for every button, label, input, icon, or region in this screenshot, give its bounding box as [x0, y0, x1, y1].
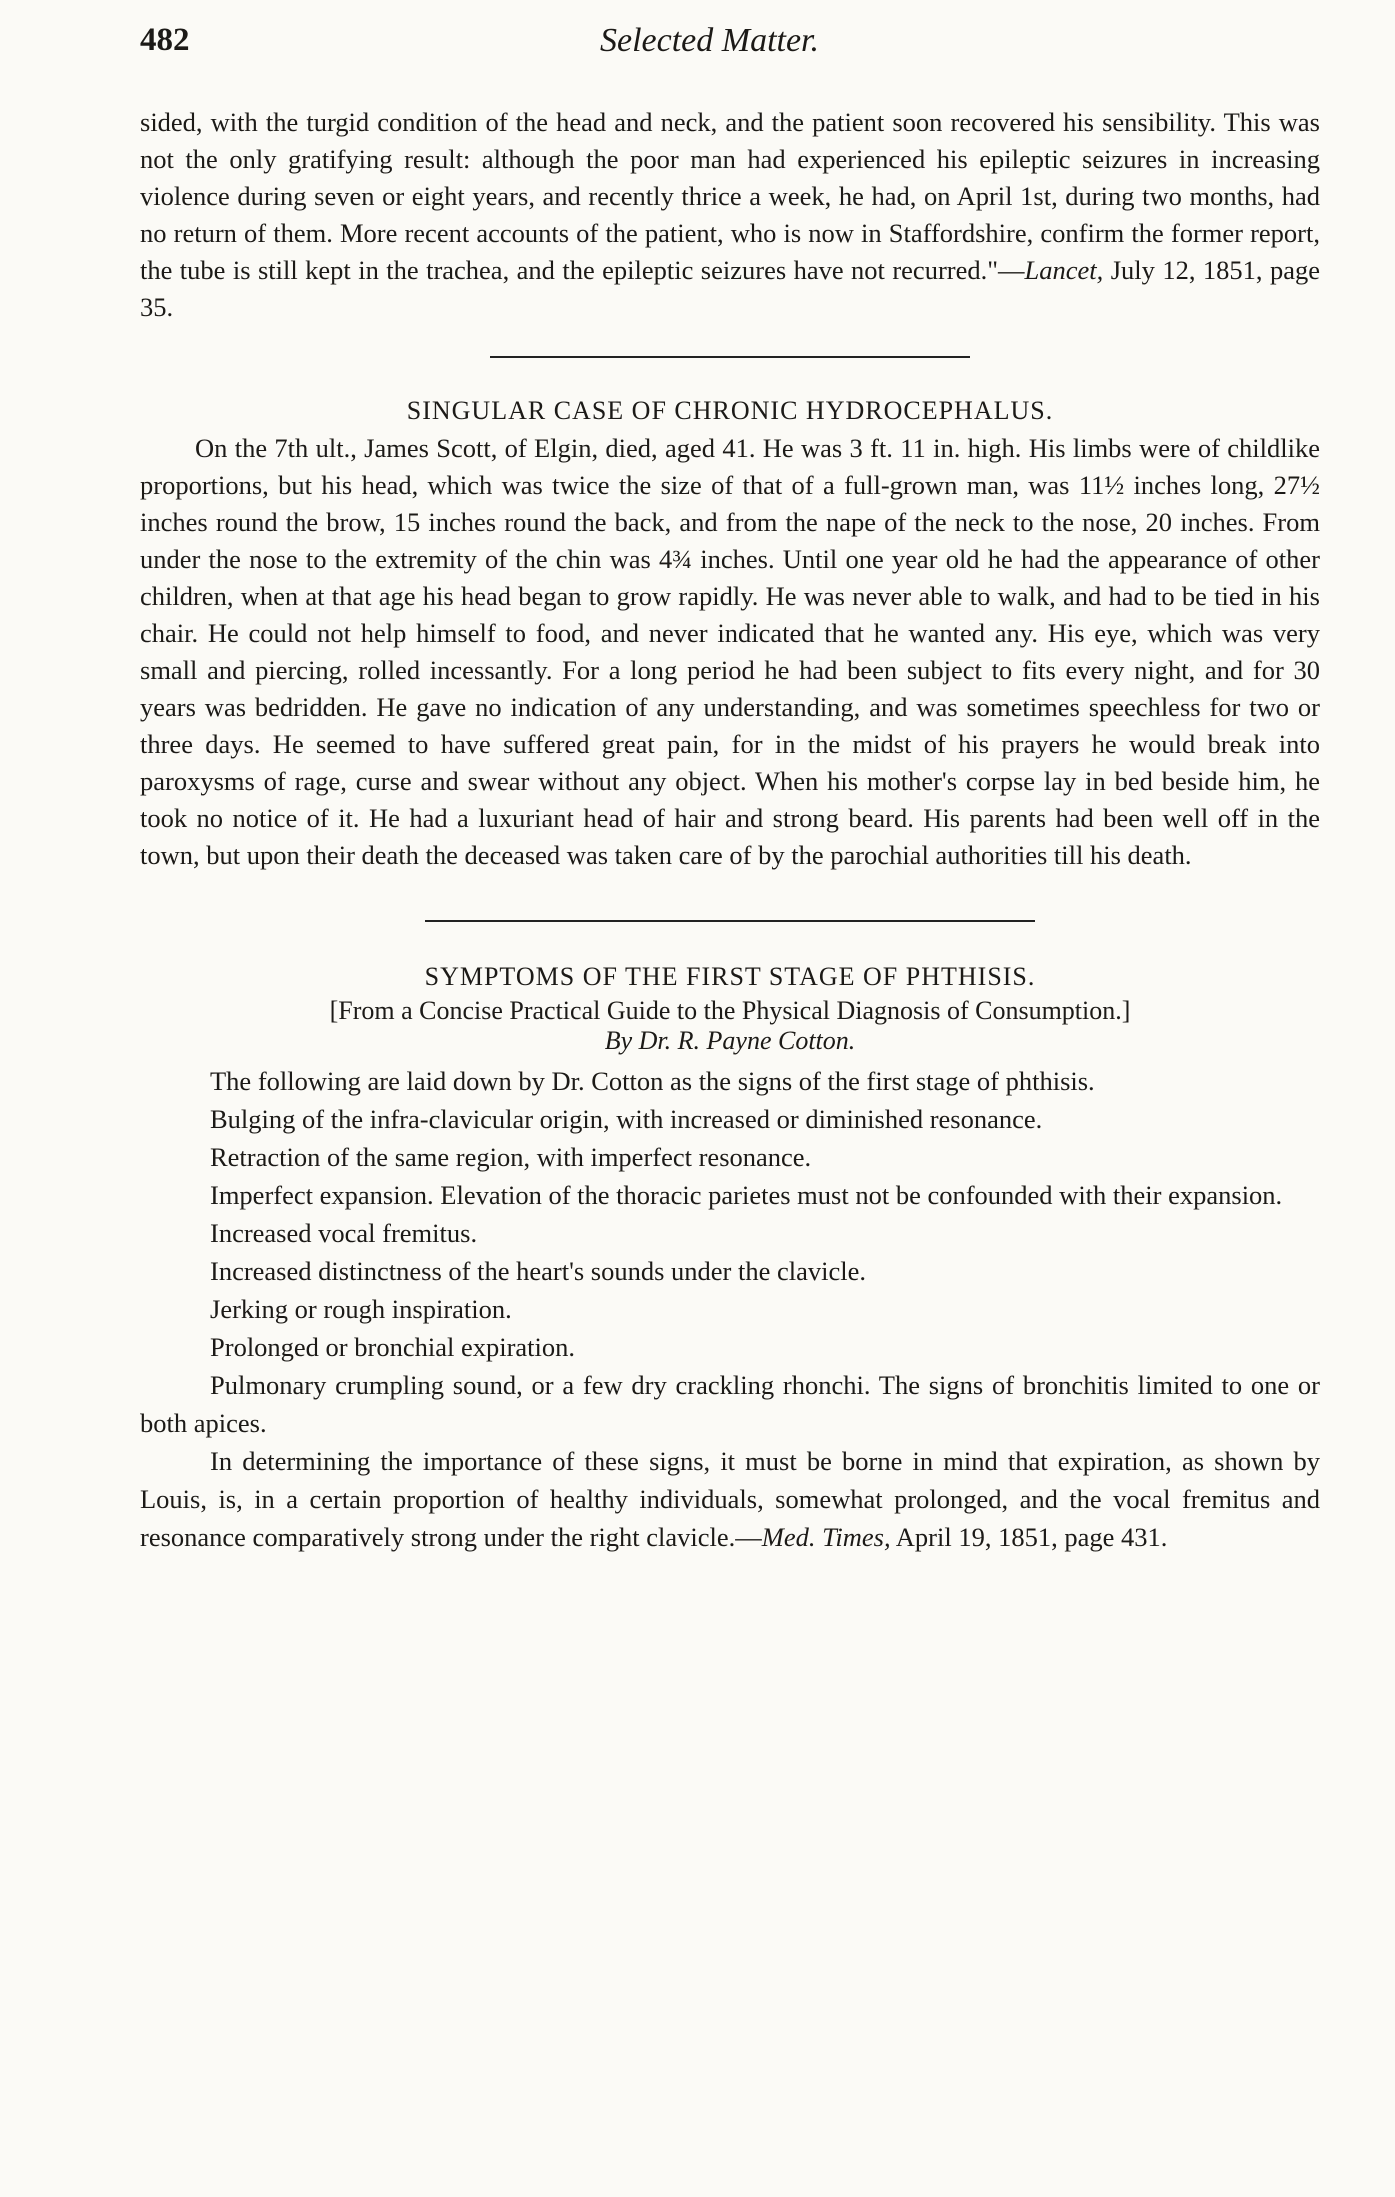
continued-paragraph [140, 104, 1320, 326]
closing-paragraph [140, 1442, 1320, 1556]
page-content [140, 104, 1320, 1556]
running-head: Selected Matter. [600, 22, 820, 59]
article-body-hydrocephalus: On the 7th ult., James Scott, of Elgin, died, aged 41. He was 3 ft. 11 in. high. His limbs were of childlike proportions, but his head, which was twice the size of that of a full-grown man, was 11½ inches long, 27½ inches round the brow, 15 inches round the back, and from the nape of the neck to the nose, 20 inches. From under the nose to the extremity of the chin was 4¾ inches. Until one year old he had the appearance of other children, when at that age his head began to grow rapidly. He was never able to walk, and had to be tied in his chair. He could not help himself to food, and never indicated that he wanted any. His eye, which was very small and piercing, rolled incessantly. For a long period he had been subject to fits every night, and for 30 years was bedridden. He gave no indication of any understanding, and was sometimes speechless for two or three days. He seemed to have suffered great pain, for in the midst of his prayers he would break into paroxysms of rage, curse and swear without any object. When his mother's corpse lay in bed beside him, he took no notice of it. He had a luxuriant head of hair and strong beard. His parents had been well off in the town, but upon their death the deceased was taken care of by the parochial authorities till his death. [140, 433, 1320, 870]
symptom-paragraph: Increased distinctness of the heart's sounds under the clavicle. [210, 1256, 867, 1286]
symptom-paragraph: Bulging of the infra-clavicular origin, with increased or diminished resonance. [210, 1104, 1043, 1134]
closing-source-tail: April 19, 1851, page 431. [890, 1522, 1168, 1552]
continued-source: Lancet, [1024, 255, 1104, 285]
section-divider [490, 356, 970, 358]
article-title-phthisis: SYMPTOMS OF THE FIRST STAGE OF PHTHISIS. [424, 962, 1036, 991]
symptom-paragraph: Imperfect expansion. Elevation of the thoracic parietes must not be confounded with their expansion. [210, 1180, 1283, 1210]
symptom-paragraph: Increased vocal fremitus. [210, 1218, 478, 1248]
continued-text: sided, with the turgid condition of the head and neck, and the patient soon recovered his sensibility. This was not the only gratifying result: although the poor man had experienced his epileptic seizures in increasing violence during seven or eight years, and recently thrice a week, he had, on April 1st, during two months, had no return of them. More recent accounts of the patient, who is now in Staffordshire, confirm the former report, the tube is still kept in the trachea, and the epileptic seizures have not recurred."— [140, 107, 1320, 285]
closing-text: In determining the importance of these signs, it must be borne in mind that expiration, as shown by Louis, is, in a certain proportion of healthy individuals, somewhat prolonged, and the vocal fremitus and resonance comparatively strong under the right clavicle.— [140, 1446, 1320, 1552]
symptom-paragraph: Prolonged or bronchial expiration. [210, 1332, 576, 1362]
article-byline: By Dr. R. Payne Cotton. [604, 1026, 856, 1055]
page-number: 482 [140, 22, 190, 58]
symptom-paragraph: Pulmonary crumpling sound, or a few dry crackling rhonchi. The signs of bronchitis limited to one or both apices. [140, 1370, 1320, 1438]
continued-source-tail: July 12, 1851, page 35. [140, 255, 1320, 322]
article-source-note: [From a Concise Practical Guide to the Physical Diagnosis of Consumption.] [329, 996, 1131, 1025]
page-header [140, 22, 1320, 74]
article-title-hydrocephalus: SINGULAR CASE OF CHRONIC HYDROCEPHALUS. [406, 396, 1054, 425]
closing-source: Med. Times, [761, 1522, 891, 1552]
symptom-paragraph: Retraction of the same region, with imperfect resonance. [210, 1142, 812, 1172]
article-phthisis [140, 962, 1320, 1556]
symptom-paragraph: Jerking or rough inspiration. [210, 1294, 512, 1324]
section-divider [425, 920, 1035, 922]
symptom-paragraph: The following are laid down by Dr. Cotton as the signs of the first stage of phthisis. [210, 1066, 1095, 1096]
